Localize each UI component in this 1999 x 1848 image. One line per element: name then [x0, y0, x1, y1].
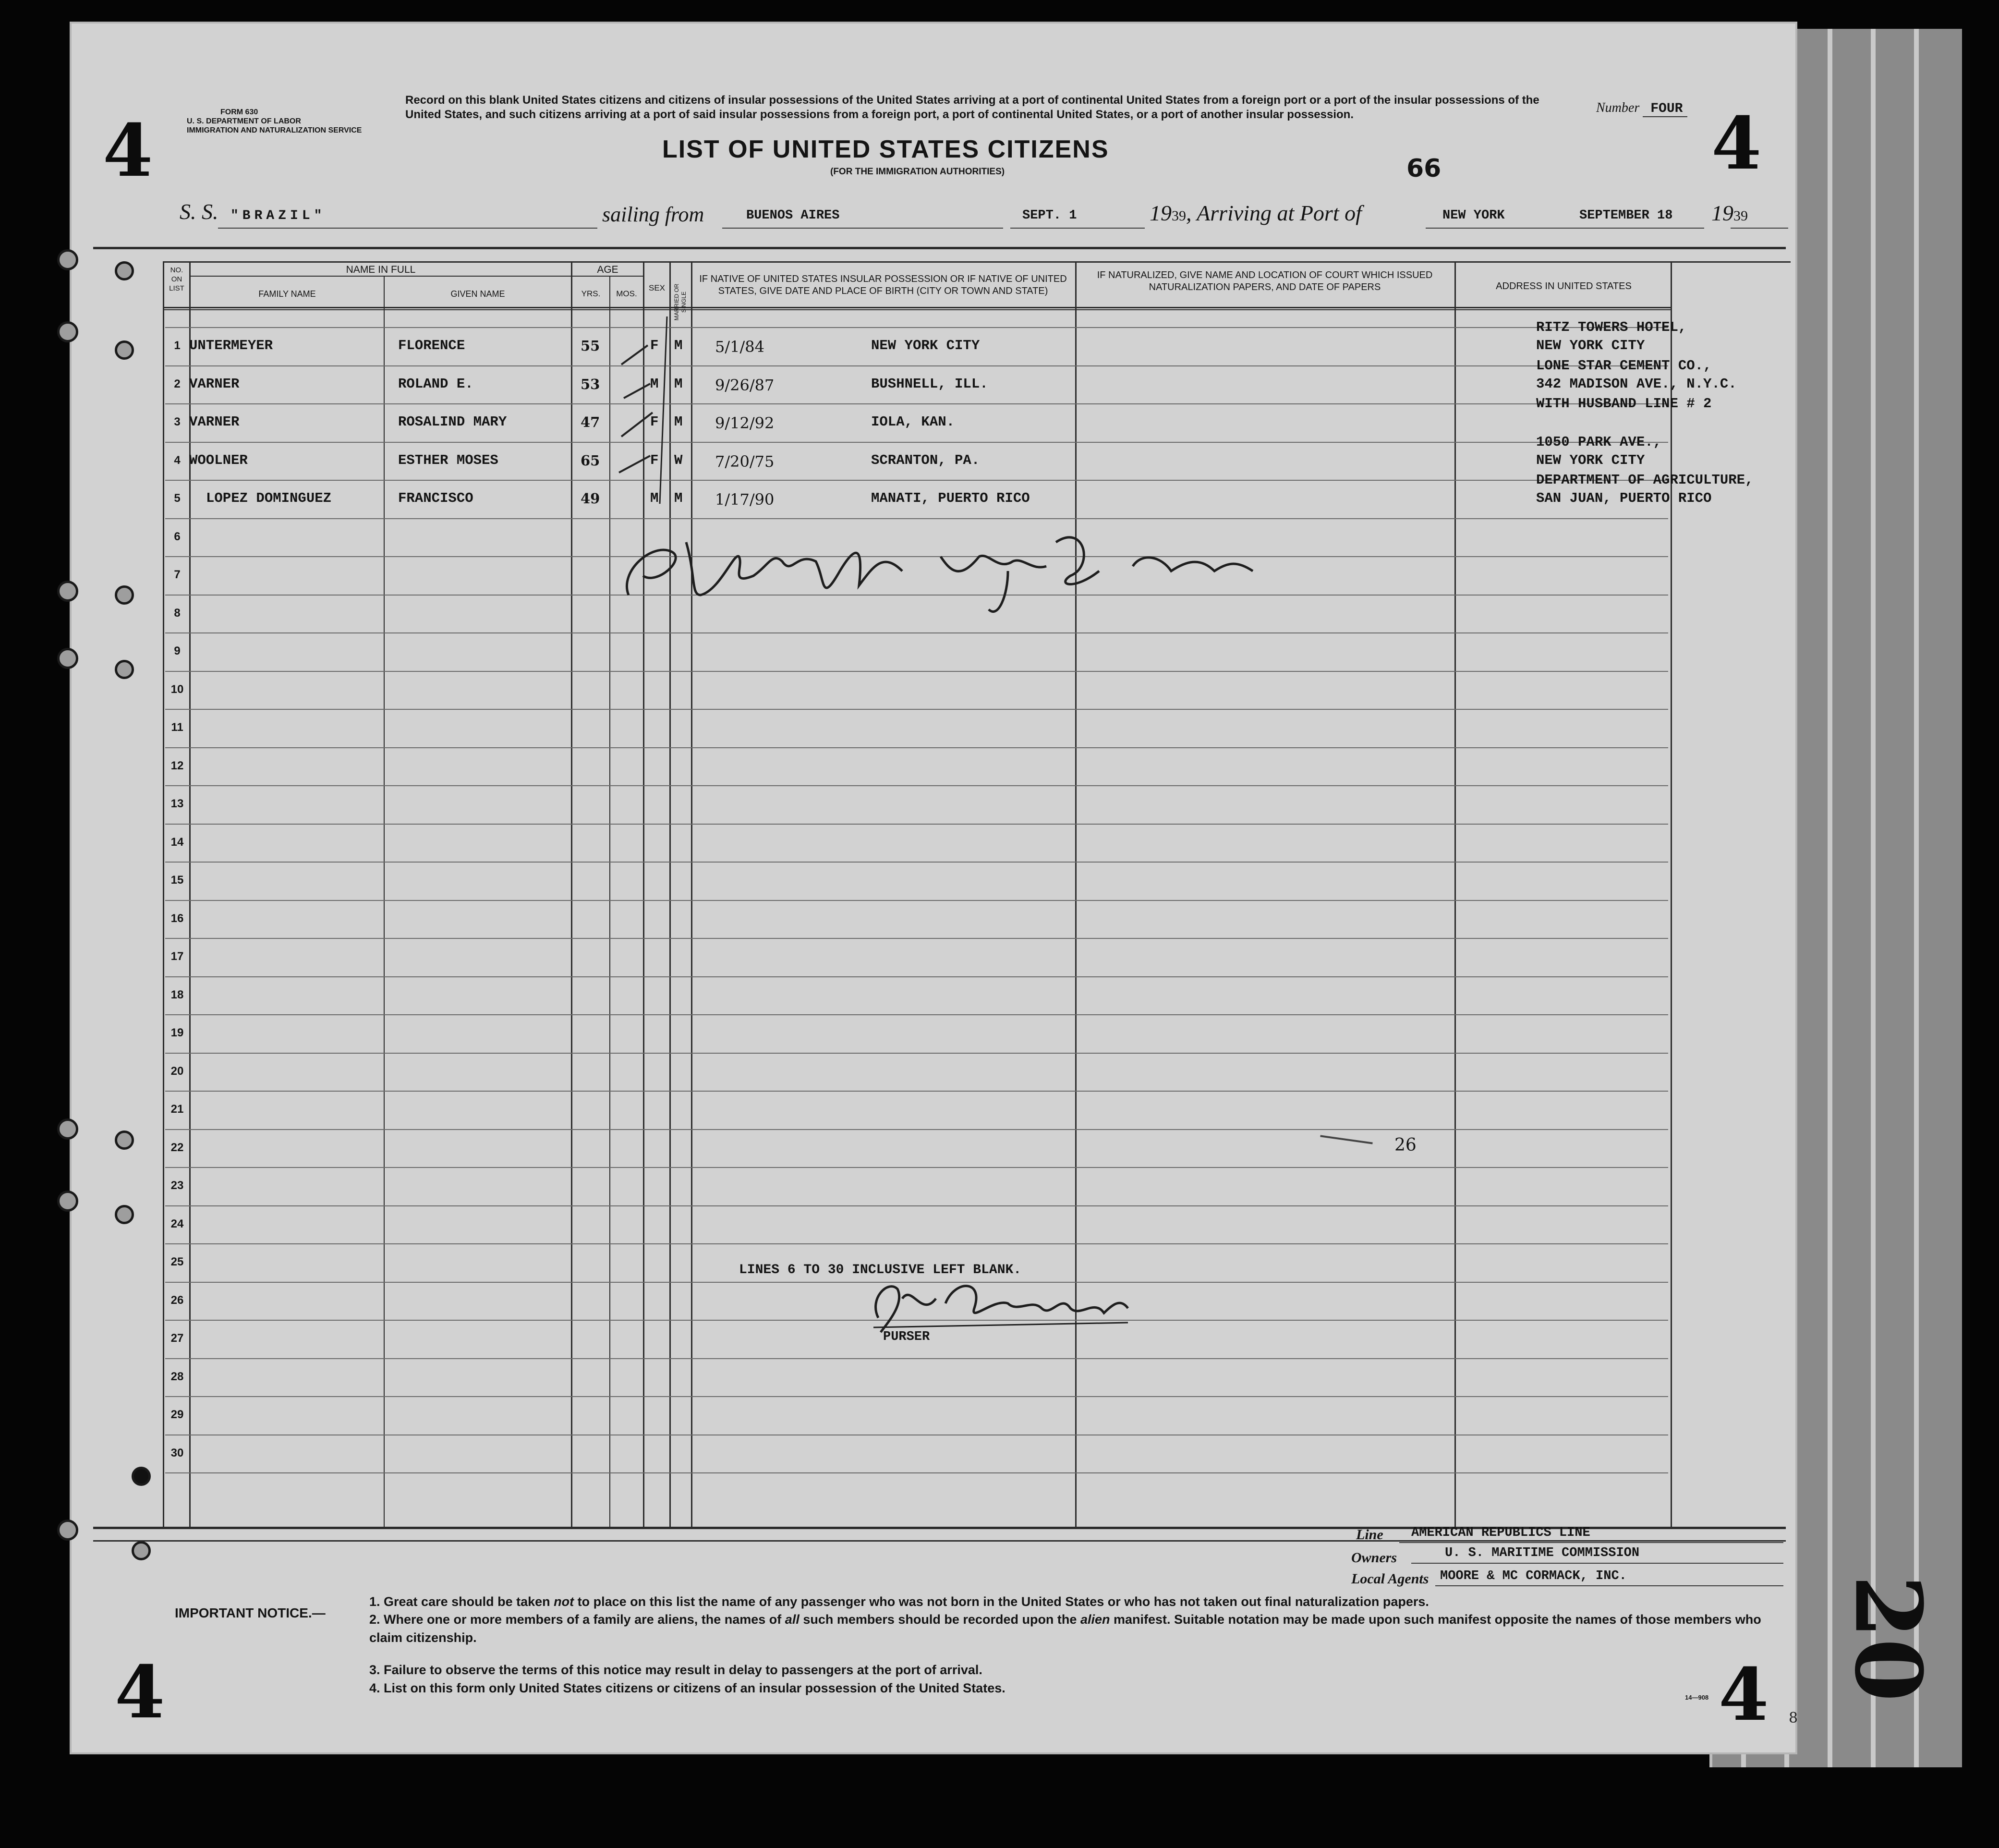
header-married-single: MARRIED OR SINGLE [673, 283, 687, 321]
owners-label: Owners [1351, 1550, 1397, 1566]
line-number: 8 [174, 606, 181, 620]
line-number: 7 [174, 568, 181, 581]
row-line [165, 785, 1668, 786]
header-sex: SEX [648, 283, 666, 292]
line-number: 25 [170, 1255, 184, 1268]
line-number: 18 [170, 988, 184, 1001]
row-line [165, 480, 1668, 481]
ship-name: "BRAZIL" [230, 208, 326, 223]
line-number: 16 [170, 912, 184, 925]
service-name: IMMIGRATION AND NATURALIZATION SERVICE [187, 126, 362, 135]
line-number: 13 [170, 797, 184, 810]
line-number: 10 [170, 682, 184, 696]
address-line: WITH HUSBAND LINE # 2 [1536, 396, 1712, 412]
form-info-block [187, 108, 362, 135]
corner-number-top-left: 4 [103, 109, 153, 193]
stamp-20: 20 [1834, 1575, 1942, 1702]
age-years-cell: 65 [581, 452, 600, 469]
header-yrs: YRS. [581, 289, 601, 298]
number-value: FOUR [1643, 101, 1687, 117]
given-name-cell: ESTHER MOSES [398, 452, 498, 468]
binder-hole [132, 1467, 151, 1486]
row-line [165, 1129, 1668, 1130]
row-line [165, 671, 1668, 672]
row-line [165, 824, 1668, 825]
birth-place-cell: IOLA, KAN. [871, 414, 955, 430]
binder-hole [57, 581, 78, 602]
binder-hole [57, 321, 78, 342]
departure-date: SEPT. 1 [1022, 208, 1077, 223]
family-name-cell: WOOLNER [189, 452, 248, 468]
row-line [165, 403, 1668, 404]
binder-hole [115, 660, 134, 679]
address-line: 1050 PARK AVE., [1536, 434, 1662, 450]
address-line: NEW YORK CITY [1536, 452, 1645, 468]
binder-hole [57, 1191, 78, 1212]
agents-label: Local Agents [1351, 1571, 1429, 1587]
sailing-label: sailing from [602, 203, 704, 226]
arrival-year-field [1711, 200, 1748, 226]
binder-hole [115, 1131, 134, 1150]
family-name-cell: VARNER [189, 414, 240, 430]
header-name-in-full: NAME IN FULL [346, 264, 416, 275]
given-name-cell: ROSALIND MARY [398, 414, 507, 430]
address-line: NEW YORK CITY [1536, 338, 1645, 353]
line-number: 21 [170, 1103, 184, 1116]
birth-place-cell: MANATI, PUERTO RICO [871, 490, 1030, 506]
form-code: 14—908 [1685, 1694, 1709, 1701]
birth-place-cell: BUSHNELL, ILL. [871, 376, 988, 392]
line-number: 15 [170, 874, 184, 887]
birth-date-cell: 1/17/90 [715, 490, 775, 509]
sex-cell: M [650, 376, 659, 392]
marital-status-cell: M [674, 338, 683, 353]
row-line [165, 862, 1668, 863]
department-name: U. S. DEPARTMENT OF LABOR [187, 117, 301, 126]
line-number: 26 [170, 1293, 184, 1307]
binder-hole [57, 1520, 78, 1541]
row-line [165, 327, 1668, 328]
sex-cell: F [650, 338, 659, 353]
line-number: 5 [174, 492, 181, 505]
header-address: ADDRESS IN UNITED STATES [1496, 281, 1632, 292]
binder-hole [132, 1541, 151, 1560]
line-number: 19 [170, 1026, 184, 1039]
line-number: 23 [170, 1179, 184, 1192]
header-given-name: GIVEN NAME [450, 289, 505, 299]
voyage-line [180, 199, 326, 224]
birth-date-cell: 5/1/84 [715, 338, 764, 356]
ss-label: S. S. [180, 199, 218, 224]
blank-lines-note: LINES 6 TO 30 INCLUSIVE LEFT BLANK. [739, 1263, 1022, 1277]
purser-label: PURSER [883, 1330, 930, 1344]
notice-item-4: 4. List on this form only United States citizens or citizens of an insular possession of the United States. [369, 1681, 1006, 1695]
birth-place-cell: SCRANTON, PA. [871, 452, 980, 468]
row-line [165, 1053, 1668, 1054]
notice-item-2: 2. Where one or more members of a family are aliens, the names of all such members should be recorded upon the alien manifest. Suitable notation may be made upon such manifest opposite the names of those members who claim citizenship. [369, 1612, 1761, 1645]
age-years-cell: 55 [581, 338, 600, 354]
form-title: LIST OF UNITED STATES CITIZENS [662, 135, 1109, 163]
line-label: Line [1356, 1527, 1383, 1543]
corner-number-top-right: 4 [1711, 101, 1762, 186]
owners-value: U. S. MARITIME COMMISSION [1445, 1546, 1640, 1560]
family-name-cell: LOPEZ DOMINGUEZ [206, 490, 332, 506]
header-naturalized: IF NATURALIZED, GIVE NAME AND LOCATION OF COURT WHICH ISSUED NATURALIZATION PAPERS, AND DATE OF PAPERS [1097, 270, 1433, 292]
inspector-signature-text: JJ Loughlin Insp 8.30 am [1248, 587, 1291, 591]
family-name-cell: UNTERMEYER [189, 338, 273, 353]
row-line [165, 1358, 1668, 1359]
row-line [165, 747, 1668, 748]
row-line [165, 1167, 1668, 1168]
line-number: 9 [174, 644, 181, 657]
address-line: RITZ TOWERS HOTEL, [1536, 319, 1687, 335]
stamp-number: 66 [1406, 154, 1442, 183]
birth-date-cell: 9/12/92 [715, 414, 775, 432]
row-line [165, 938, 1668, 939]
row-line [165, 1205, 1668, 1206]
line-number: 4 [174, 453, 181, 467]
row-line [165, 1014, 1668, 1015]
agents-value: MOORE & MC CORMACK, INC. [1440, 1569, 1627, 1583]
family-name-cell: VARNER [189, 376, 240, 392]
line-number: 2 [174, 377, 181, 390]
arriving-label: , Arriving at Port of [1186, 201, 1362, 225]
line-number: 27 [170, 1332, 184, 1345]
notice-item-1: 1. Great care should be taken not to place on this list the name of any passenger who was not born in the United States or who has not taken out final naturalization papers. [369, 1594, 1429, 1609]
notice-item-3: 3. Failure to observe the terms of this notice may result in delay to passengers at the port of arrival. [369, 1663, 982, 1677]
departure-port: BUENOS AIRES [746, 208, 840, 223]
line-number: 20 [170, 1064, 184, 1078]
line-number: 28 [170, 1370, 184, 1383]
line-number: 22 [170, 1141, 184, 1154]
binder-hole [115, 585, 134, 605]
line-number: 6 [174, 530, 181, 543]
line-number: 30 [170, 1446, 184, 1459]
binder-hole [115, 261, 134, 280]
binder-hole [115, 340, 134, 360]
inspector-signature [614, 513, 1334, 624]
address-line: 342 MADISON AVE., N.Y.C. [1536, 376, 1737, 392]
line-number: 12 [170, 759, 184, 772]
birth-date-cell: 9/26/87 [715, 376, 775, 394]
row-line [165, 1472, 1668, 1473]
binder-hole [57, 1119, 78, 1140]
row-line [165, 1396, 1668, 1397]
address-line: LONE STAR CEMENT CO., [1536, 357, 1712, 374]
age-years-cell: 49 [581, 490, 600, 507]
year-prefix: 19 [1150, 201, 1172, 225]
row-line [165, 976, 1668, 977]
marital-status-cell: W [674, 452, 683, 468]
notice-title: IMPORTANT NOTICE.— [175, 1605, 326, 1620]
birth-date-cell: 7/20/75 [715, 452, 775, 471]
sex-cell: M [650, 490, 659, 506]
age-years-cell: 53 [581, 376, 600, 392]
number-label: Number [1596, 100, 1640, 115]
purser-signature-text: P. L. Cartorella [1109, 1334, 1134, 1338]
line-value: AMERICAN REPUBLICS LINE [1411, 1526, 1590, 1540]
header-no-on-list: NO. ON LIST [169, 266, 184, 292]
address-line: SAN JUAN, PUERTO RICO [1536, 490, 1712, 506]
line-number: 3 [174, 415, 181, 428]
age-years-cell: 47 [581, 414, 600, 430]
row-line [165, 1091, 1668, 1092]
arrival-year: 39 [1733, 208, 1748, 224]
header-mos: MOS. [616, 289, 637, 298]
binder-hole [57, 249, 78, 270]
binder-hole [57, 648, 78, 669]
departure-year-field [1150, 200, 1362, 226]
row-line [165, 365, 1668, 366]
line-number: 29 [170, 1408, 184, 1421]
line-number: 17 [170, 950, 184, 963]
row-line [165, 1243, 1668, 1244]
row-line [165, 442, 1668, 443]
row-line [165, 709, 1668, 710]
check-marks [614, 316, 672, 518]
given-name-cell: FRANCISCO [398, 490, 473, 506]
marital-status-cell: M [674, 414, 683, 430]
arrival-year-prefix: 19 [1711, 201, 1733, 225]
row-line [165, 900, 1668, 901]
arrival-port: NEW YORK [1442, 208, 1505, 223]
marital-status-cell: M [674, 490, 683, 506]
address-line: DEPARTMENT OF AGRICULTURE, [1536, 472, 1754, 488]
birth-place-cell: NEW YORK CITY [871, 338, 980, 353]
departure-year: 39 [1172, 208, 1186, 224]
sex-cell: F [650, 414, 659, 430]
sex-cell: F [650, 452, 659, 468]
marital-status-cell: M [674, 376, 683, 392]
corner-mark: 8 [1789, 1710, 1798, 1726]
given-name-cell: FLORENCE [398, 338, 465, 353]
row-line [165, 632, 1668, 633]
corner-number-bottom-right: 4 [1719, 1653, 1769, 1737]
line-number: 11 [171, 721, 183, 734]
page-count-mark: 26 [1394, 1135, 1417, 1155]
form-subtitle: (FOR THE IMMIGRATION AUTHORITIES) [830, 167, 1005, 177]
header-age: AGE [597, 264, 618, 275]
header-family-name: FAMILY NAME [258, 289, 316, 299]
corner-number-bottom-left: 4 [115, 1650, 165, 1735]
manifest-sheet [70, 22, 1797, 1754]
line-number: 14 [170, 835, 184, 849]
form-number: FORM 630 [220, 108, 258, 116]
line-number: 24 [170, 1217, 184, 1230]
header-birth: IF NATIVE OF UNITED STATES INSULAR POSSESSION OR IF NATIVE OF UNITED STATES, GIVE DATE AND PLACE OF BIRTH (CITY OR TOWN AND STATE) [699, 274, 1067, 296]
given-name-cell: ROLAND E. [398, 376, 473, 392]
binder-hole [115, 1205, 134, 1224]
line-number: 1 [174, 339, 181, 352]
number-field [1596, 100, 1687, 116]
form-instructions: Record on this blank United States citizens and citizens of insular possessions of the United States arriving at a port of continental United States from a foreign port or a port of the insular possessions of the United States, and such citizens arriving at a port of said insular possessions from a foreign port, a port of continental United States, or a port of another insular possession. [405, 94, 1539, 121]
arrival-date: SEPTEMBER 18 [1579, 208, 1673, 223]
